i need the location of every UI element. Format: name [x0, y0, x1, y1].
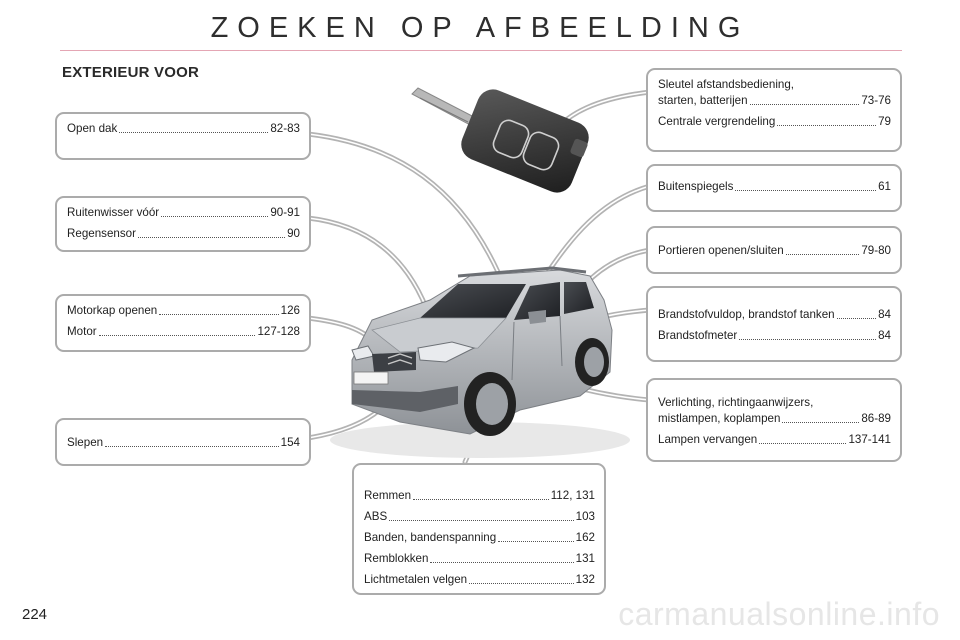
callout-verlichting: [646, 378, 902, 462]
car-illustration: [330, 268, 630, 458]
index-entry[interactable]: Brandstofmeter 84: [658, 329, 891, 342]
index-entry[interactable]: Portieren openen/sluiten 79-80: [658, 244, 891, 257]
index-entry[interactable]: Slepen 154: [67, 436, 300, 449]
index-entry[interactable]: Remmen 112, 131: [364, 489, 595, 502]
watermark: carmanualsonline.info: [618, 596, 940, 632]
entry-heading: Verlichting, richtingaanwijzers,: [658, 396, 814, 409]
title-divider: [60, 50, 902, 51]
page-title: ZOEKEN OP AFBEELDING: [210, 12, 750, 44]
index-entry[interactable]: Banden, bandenspanning 162: [364, 531, 595, 544]
index-entry[interactable]: Remblokken 131: [364, 552, 595, 565]
remote-key-illustration: [412, 85, 594, 198]
callout-ruitenwisser: [55, 196, 311, 252]
callout-open-dak: [55, 112, 311, 160]
index-entry[interactable]: Lichtmetalen velgen 132: [364, 573, 595, 586]
callout-slepen: [55, 418, 311, 466]
index-entry[interactable]: Open dak 82-83: [67, 122, 300, 135]
callout-portieren: [646, 226, 902, 274]
callout-buitenspiegels: [646, 164, 902, 212]
section-title: EXTERIEUR VOOR: [62, 64, 199, 81]
callout-sleutel: [646, 68, 902, 152]
index-entry[interactable]: Motor 127-128: [67, 325, 300, 338]
index-entry[interactable]: Centrale vergrendeling 79: [658, 115, 891, 128]
entry-heading: Sleutel afstandsbediening,: [658, 78, 795, 91]
index-entry[interactable]: Lampen vervangen 137-141: [658, 433, 891, 446]
index-entry[interactable]: Regensensor 90: [67, 227, 300, 240]
index-entry[interactable]: ABS 103: [364, 510, 595, 523]
index-entry[interactable]: Buitenspiegels 61: [658, 180, 891, 193]
callout-motorkap: [55, 294, 311, 352]
index-entry[interactable]: mistlampen, koplampen 86-89: [658, 412, 891, 425]
page-number: 224: [22, 606, 48, 623]
callout-remmen: [352, 463, 606, 595]
index-entry[interactable]: Ruitenwisser vóór 90-91: [67, 206, 300, 219]
index-entry[interactable]: Motorkap openen 126: [67, 304, 300, 317]
index-entry[interactable]: starten, batterijen 73-76: [658, 94, 891, 107]
index-entry[interactable]: Brandstofvuldop, brandstof tanken 84: [658, 308, 891, 321]
callout-brandstof: [646, 286, 902, 362]
